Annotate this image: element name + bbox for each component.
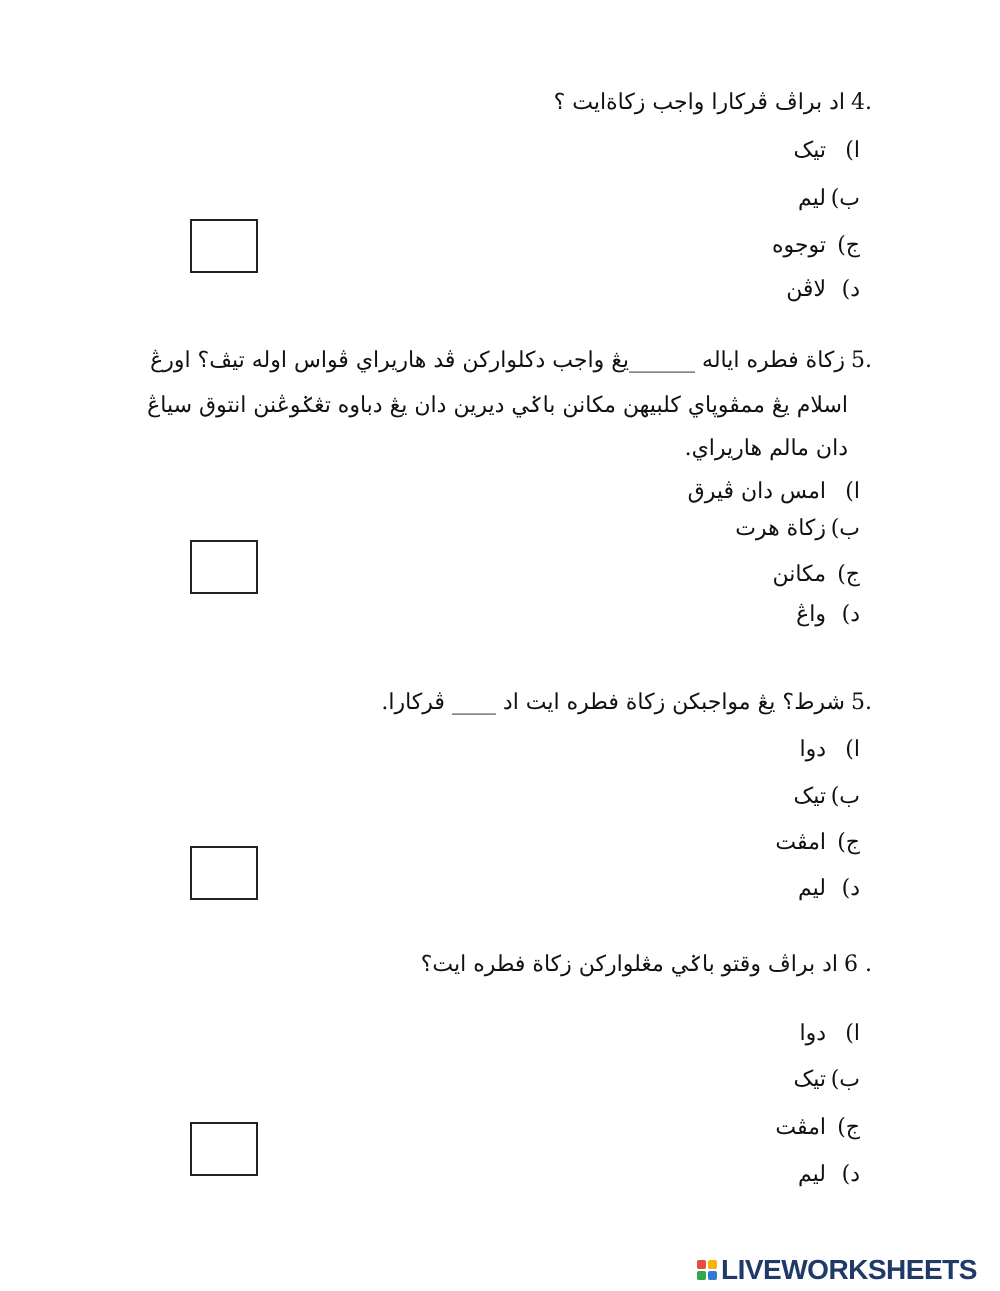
option-a: ا)دوا (799, 737, 860, 762)
answer-box[interactable] (190, 540, 258, 594)
option-c: ج)امڤت (775, 1115, 860, 1140)
option-d: د)ليم (798, 1162, 860, 1187)
answer-box[interactable] (190, 846, 258, 900)
option-a: ا)تيک (793, 138, 860, 163)
question-number: 4. (851, 90, 872, 115)
logo-icon (697, 1260, 717, 1280)
question-text: 5.زكاة فطره اياله ______يڠ واجب دكلواركن ڤد هاريراي ڤواس اوله تيڤ؟ اورڠ (150, 346, 872, 376)
question-text: 6 .اد براڤ وقتو باݢي مڠلواركن زكاة فطره ايت؟ (421, 950, 872, 980)
option-c: ج)امڤت (775, 830, 860, 855)
question-text-line-3: دان مالم هاريراي. (684, 436, 848, 461)
option-d: د)ليم (798, 876, 860, 901)
question-text: 5.شرط؟ يڠ مواجبكن زكاة فطره ايت اد ____ ڤركارا. (381, 688, 872, 718)
option-a: ا)امس دان ڤيرق (687, 479, 860, 504)
question-number: 5. (851, 348, 872, 373)
option-a: ا)دوا (799, 1021, 860, 1046)
option-b: ب)تيک (793, 1067, 860, 1092)
option-c: ج)مكانن (772, 562, 860, 587)
liveworksheets-logo (697, 1254, 977, 1286)
option-c: ج)توجوه (772, 233, 860, 258)
answer-box[interactable] (190, 1122, 258, 1176)
answer-box[interactable] (190, 219, 258, 273)
option-d: د)لاڤن (786, 277, 860, 302)
question-text-line-2: اسلام يڠ ممڤوڽاي كلبيهن مكانن باݢي ديرين دان يڠ دباوه تڠݢوڠنن انتوق سياڠ (147, 393, 848, 418)
logo-text: LIVEWORKSHEETS (721, 1254, 977, 1285)
option-b: ب)زكاة هرت (735, 516, 860, 541)
option-d: د)واڠ (796, 602, 860, 627)
question-number: 5. (851, 690, 872, 715)
question-text: 4.اد براڤ ڤركارا واجب زكاةايت ؟ (554, 88, 872, 118)
question-number: 6 . (844, 952, 872, 977)
option-b: ب)تيک (793, 784, 860, 809)
option-b: ب)ليم (798, 186, 860, 211)
